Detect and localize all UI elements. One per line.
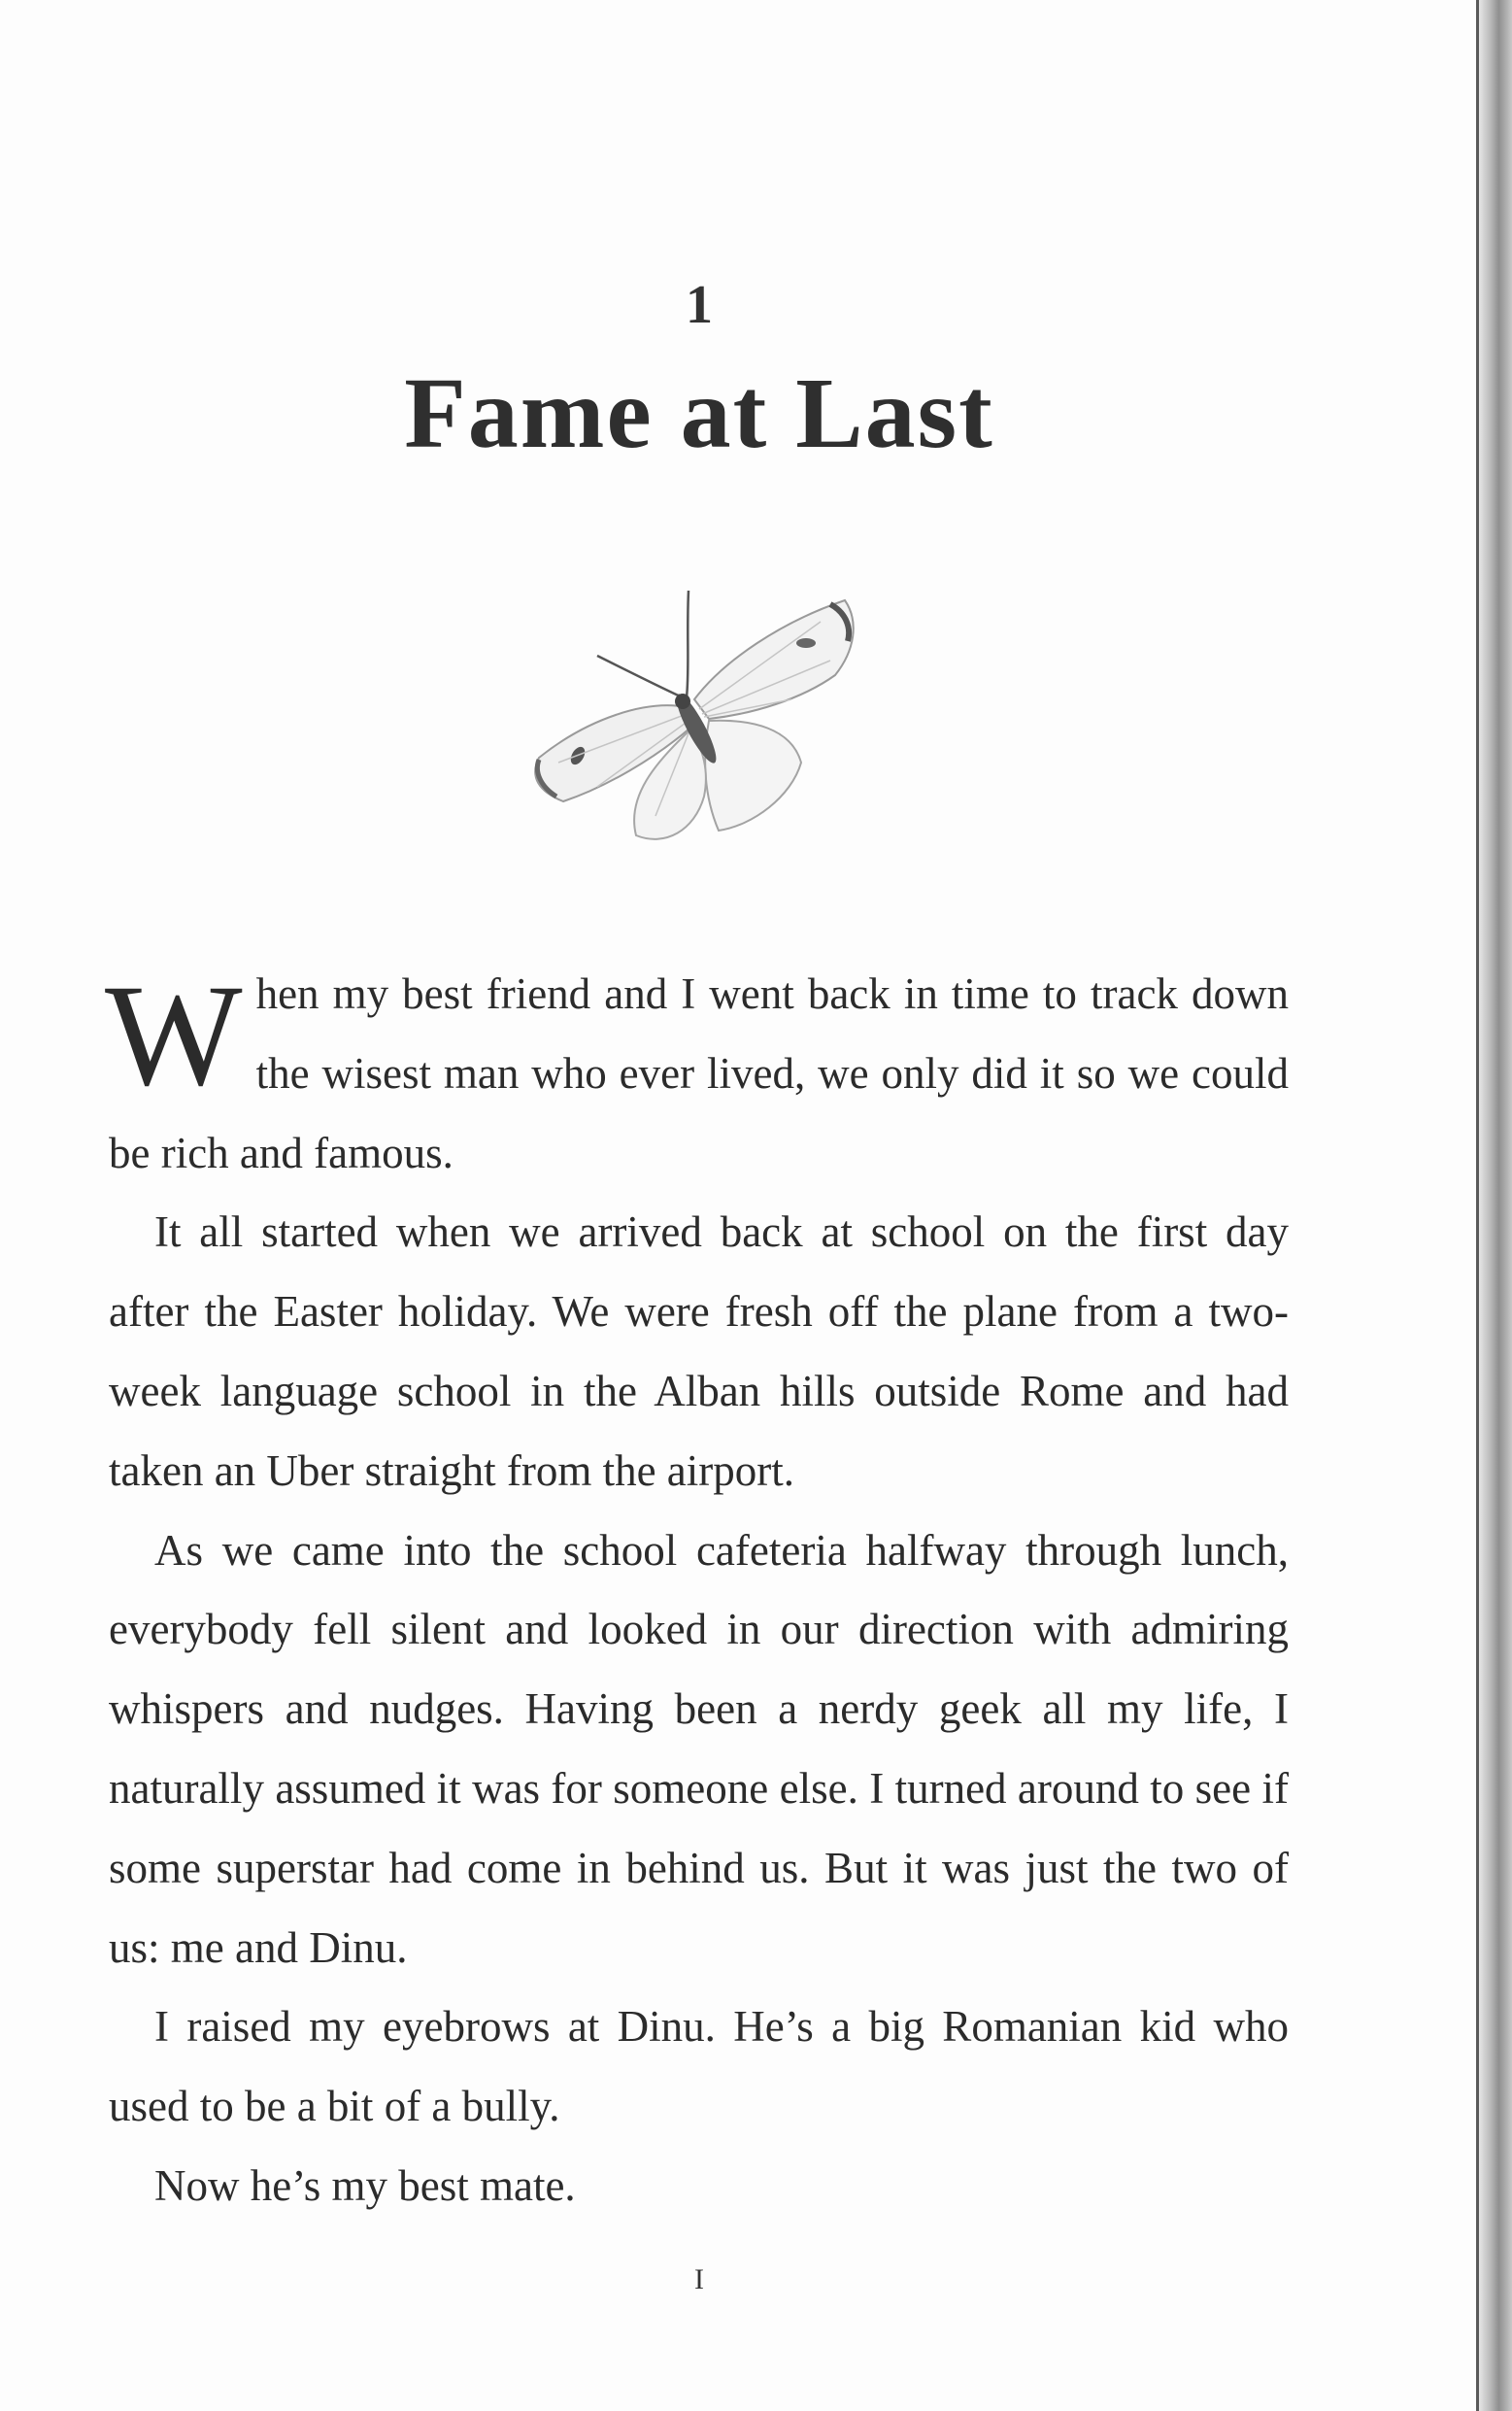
paragraph-4: I raised my eyebrows at Dinu. He’s a big Romanian kid who used to be a bit of a bully. (109, 2002, 1289, 2131)
butterfly-icon (510, 583, 879, 855)
paragraph-2: It all started when we arrived back at school on the first day after the Easter holiday. We were fresh off the plane from a two-week language school in the Alban hills outside Rome and had taken an Uber straight from the airport. (109, 1207, 1289, 1495)
paragraph-3: As we came into the school cafeteria halfway through lunch, everybody fell silent and looked in our direction with admiring whispers and nudges. Having been a nerdy geek all my life, I naturally assumed it was for someone else. I turned around to see if some superstar had come in behind us. But it was just the two of us: me and Dinu. (109, 1525, 1289, 1972)
chapter-number: 1 (686, 275, 713, 335)
paragraph-1-text: hen my best friend and I went back in time to track down the wisest man who ever lived, we only did it so we could be rich and famous. (109, 969, 1289, 1177)
drop-cap: W (105, 955, 243, 1116)
paragraph-1 (105, 955, 1289, 1193)
chapter-title: Fame at Last (404, 357, 994, 469)
chapter-body (105, 955, 1289, 2226)
page-number: I (694, 2263, 704, 2295)
page-edge (1479, 0, 1512, 2411)
paragraph-5: Now he’s my best mate. (154, 2160, 576, 2210)
